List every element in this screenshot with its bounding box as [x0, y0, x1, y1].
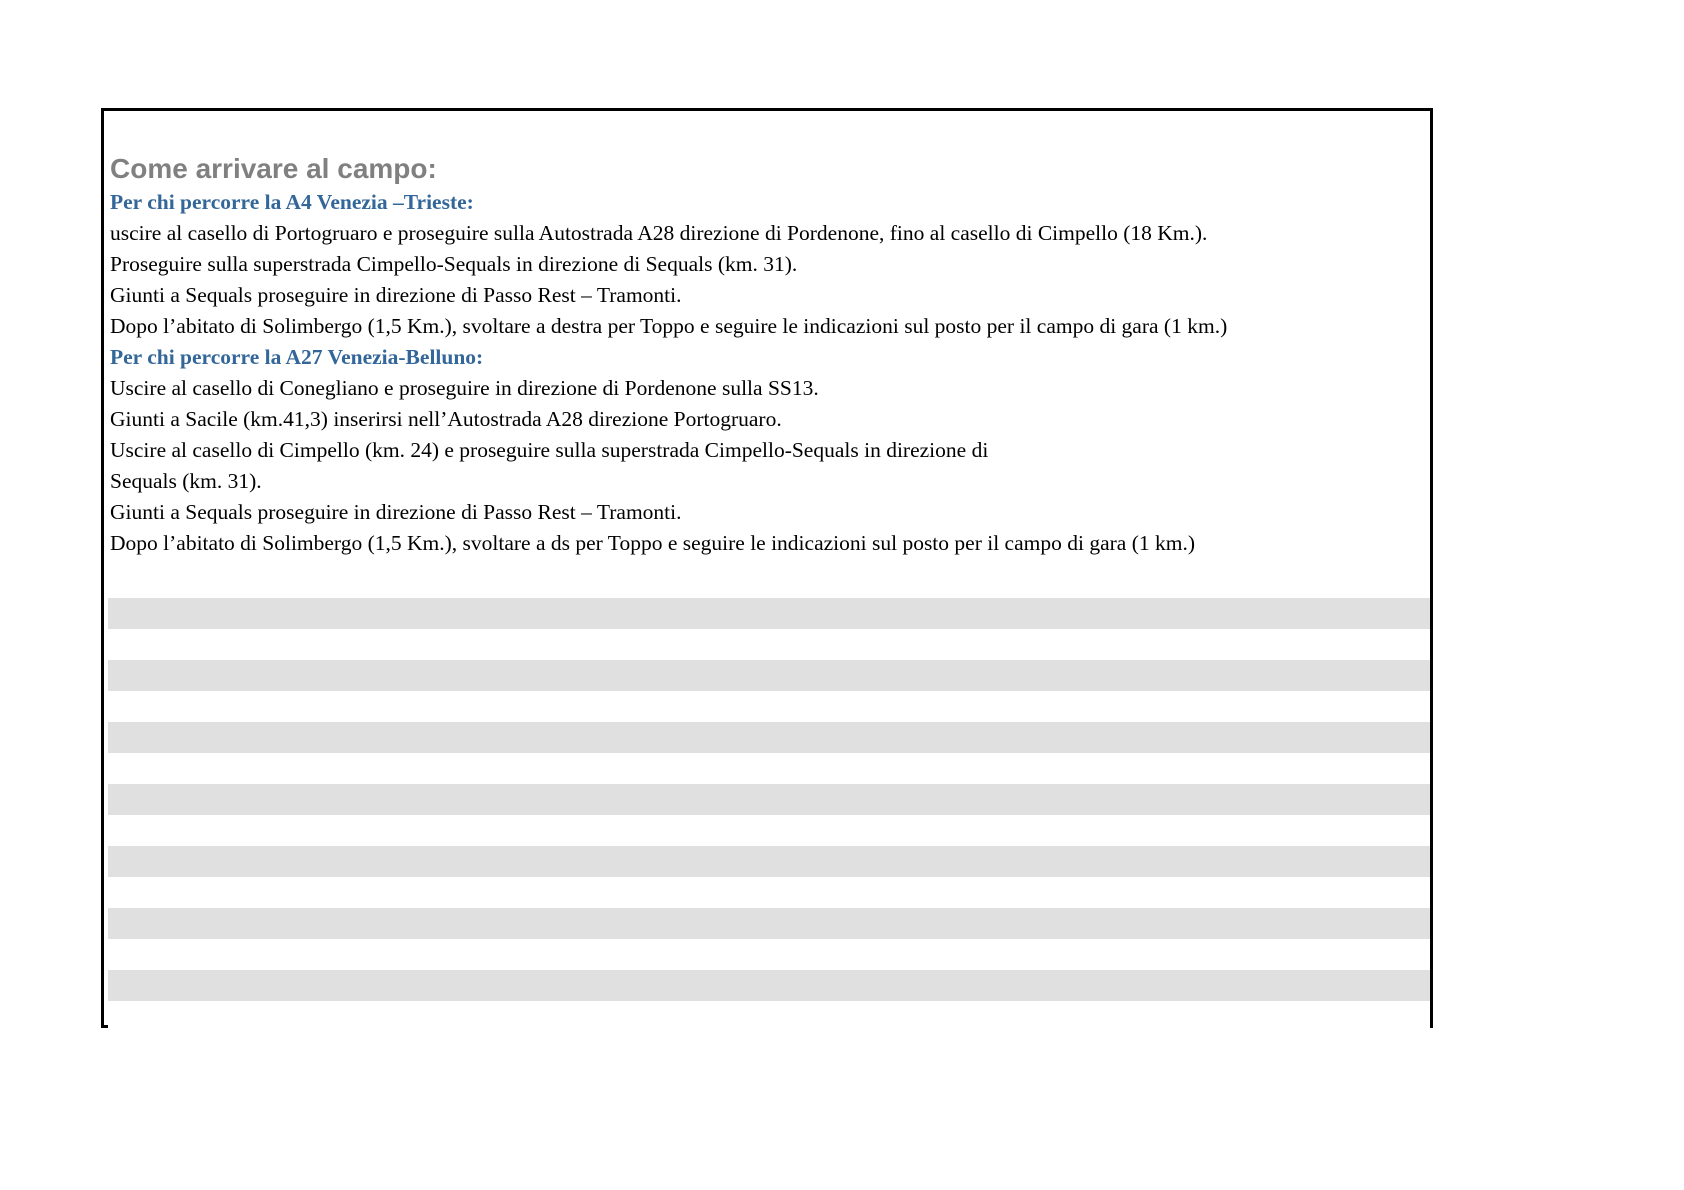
empty-row [108, 970, 1430, 1001]
direction-line: Dopo l’abitato di Solimbergo (1,5 Km.), svoltare a destra per Toppo e seguire le indicazioni sul posto per il campo di gara (1 km.) [110, 314, 1228, 338]
page-title: Come arrivare al campo: [110, 153, 437, 184]
section-heading-a4: Per chi percorre la A4 Venezia –Trieste: [110, 190, 474, 214]
direction-line: Giunti a Sequals proseguire in direzione di Passo Rest – Tramonti. [110, 500, 682, 524]
direction-line: Giunti a Sacile (km.41,3) inserirsi nell’Autostrada A28 direzione Portogruaro. [110, 407, 782, 431]
empty-row [108, 1001, 1430, 1032]
empty-row [108, 598, 1430, 629]
direction-line: Dopo l’abitato di Solimbergo (1,5 Km.), svoltare a ds per Toppo e seguire le indicazioni sul posto per il campo di gara (1 km.) [110, 531, 1196, 555]
direction-line: Proseguire sulla superstrada Cimpello-Sequals in direzione di Sequals (km. 31). [110, 252, 798, 276]
empty-row [108, 939, 1430, 970]
empty-row [108, 908, 1430, 939]
direction-line: uscire al casello di Portogruaro e proseguire sulla Autostrada A28 direzione di Pordenone, fino al casello di Cimpello (18 Km.). [110, 221, 1208, 245]
empty-striped-rows [108, 598, 1430, 1032]
empty-row [108, 877, 1430, 908]
empty-row [108, 691, 1430, 722]
direction-line: Uscire al casello di Conegliano e proseguire in direzione di Pordenone sulla SS13. [110, 376, 819, 400]
section-heading-a27: Per chi percorre la A27 Venezia-Belluno: [110, 345, 484, 369]
empty-row [108, 722, 1430, 753]
directions-content [110, 151, 1426, 559]
empty-row [108, 629, 1430, 660]
empty-row [108, 660, 1430, 691]
direction-line: Sequals (km. 31). [110, 469, 262, 493]
empty-row [108, 846, 1430, 877]
directions-box [101, 108, 1433, 1028]
direction-line: Uscire al casello di Cimpello (km. 24) e proseguire sulla superstrada Cimpello-Sequals in direzione di [110, 438, 989, 462]
empty-row [108, 784, 1430, 815]
direction-line: Giunti a Sequals proseguire in direzione di Passo Rest – Tramonti. [110, 283, 682, 307]
empty-row [108, 815, 1430, 846]
empty-row [108, 753, 1430, 784]
